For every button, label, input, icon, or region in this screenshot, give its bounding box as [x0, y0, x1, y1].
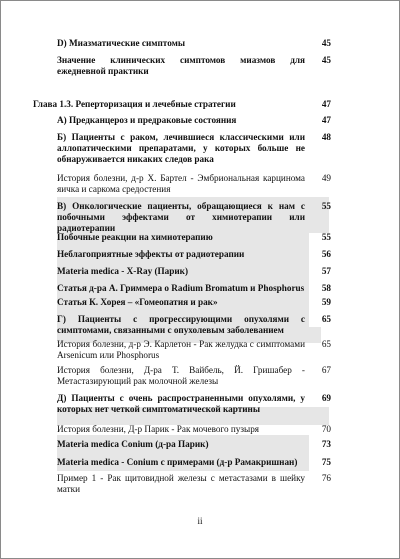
toc-entry-page: 59: [321, 297, 331, 307]
toc-entry-page: 47: [321, 99, 331, 109]
toc-entry-title: Materia medica Conium (д-ра Парик): [57, 439, 209, 449]
toc-entry-title: Статья К. Хорея – «Гомеопатия и рак»: [57, 297, 218, 307]
toc-entry-page: 76: [321, 473, 331, 483]
toc-entry-title: Глава 1.3. Реперторизация и лечебные стратегии: [33, 99, 236, 109]
toc-entry-page: 75: [321, 457, 331, 467]
toc-entry-page: 55: [321, 201, 331, 211]
toc-entry-title: Статья д-ра А. Гриммера о Radium Bromatum и Phosphorus: [57, 283, 305, 293]
toc-entry-page: 70: [321, 424, 331, 434]
toc-entry-title: Значение клинических симптомов миазмов для ежедневной практики: [57, 55, 305, 76]
toc-entry-title: А) Предканцероз и предраковые состояния: [57, 115, 237, 125]
toc-entry-title: Д) Пациенты с очень распространенными опухолями, у которых нет четкой симптоматической картины: [57, 393, 305, 414]
toc-entry-title: Г) Пациенты с прогрессирующими опухолями с симптомами, связанными с опухолевым заболеванием: [57, 314, 305, 335]
toc-entry-page: 45: [321, 38, 331, 48]
toc-entry-title: Materia medica - Conium с примерами (д-р Рамакришнан): [57, 457, 298, 467]
toc-entry-page: 65: [321, 314, 331, 324]
toc-entry-title: История болезни, Д-р Парик - Рак мочевого пузыря: [57, 424, 260, 434]
toc-entry-title: Побочные реакции на химиотерапию: [57, 232, 213, 242]
toc-entry-page: 57: [321, 266, 331, 276]
toc-entry-page: 73: [321, 439, 331, 449]
toc-entry-page: 56: [321, 249, 331, 259]
toc-entry-page: 67: [321, 365, 331, 375]
toc-entry-title: D) Миазматические симптомы: [57, 38, 186, 48]
toc-entry-page: 65: [321, 339, 331, 349]
toc-entry-title: В) Онкологические пациенты, обращающиеся к нам с побочными эффектами от химиотерапии или радиотерапии: [57, 201, 305, 233]
toc-entry-title: Пример 1 - Рак щитовидной железы с метастазами в шейку матки: [57, 473, 305, 494]
toc-entry-title: Неблагоприятные эффекты от радиотерапии: [57, 249, 245, 259]
shade-block-2: [57, 233, 309, 327]
toc-entry-page: 48: [321, 132, 331, 142]
toc-entry-page: 49: [321, 173, 331, 183]
toc-entry-title: Materia medica - X-Ray (Парик): [57, 266, 189, 276]
toc-entry-title: Б) Пациенты с раком, лечившиеся классическими или аллопатическими препаратами, у которых больше не обнаруживается никаких следов рака: [57, 132, 305, 164]
toc-entry-page: 58: [321, 283, 331, 293]
toc-entry-title: История болезни, д-р Э. Карлетон - Рак желудка с симптомами Arsenicum или Phosphorus: [57, 339, 305, 360]
toc-entry-title: История болезни, Д-ра Т. Вайбель, Й. Гришабер - Метастазирующий рак молочной железы: [57, 365, 305, 386]
toc-entry-page: 69: [321, 393, 331, 403]
toc-entry-page: 55: [321, 232, 331, 242]
toc-entry-page: 45: [321, 55, 331, 65]
toc-entry-title: История болезни, д-р Х. Бартел - Эмбриональная карцинома яичка и саркома средостения: [57, 173, 305, 194]
page-number-footer: ii: [197, 516, 203, 526]
toc-entry-page: 47: [321, 115, 331, 125]
